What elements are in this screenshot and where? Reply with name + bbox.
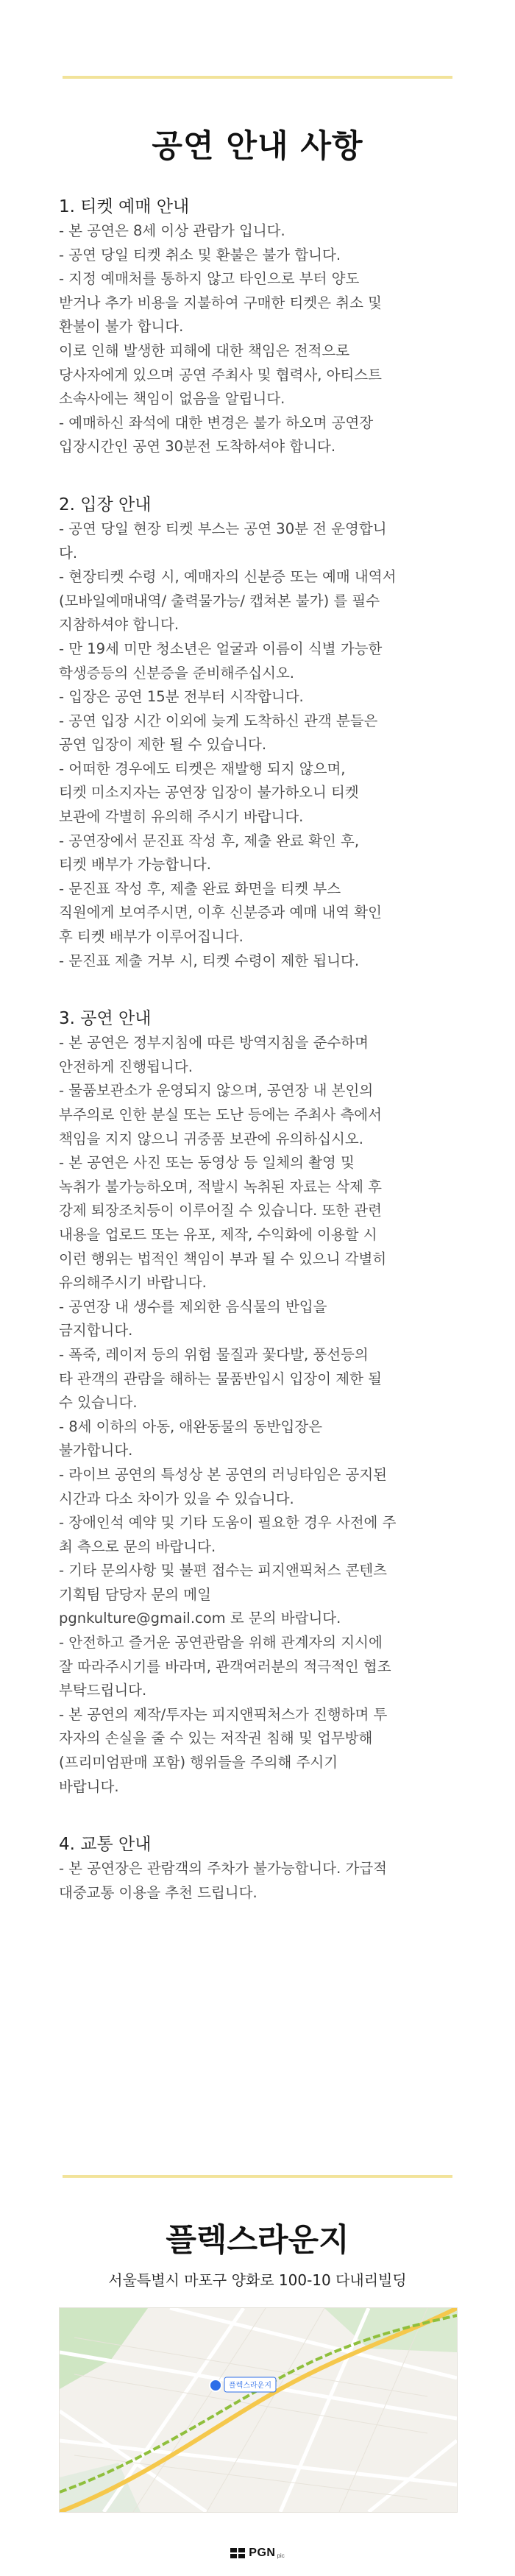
notice-line: - 본 공연은 사진 또는 동영상 등 일체의 촬영 및 <box>59 1154 355 1172</box>
section-heading: 1. 티켓 예매 안내 <box>59 197 190 216</box>
venue-address: 서울특별시 마포구 양화로 100-10 다내리빌딩 <box>108 2271 407 2289</box>
notice-line: 최 측으로 문의 바랍니다. <box>59 1538 216 1555</box>
notice-line: 수 있습니다. <box>59 1394 138 1412</box>
footer-brand-suffix: pic <box>277 2552 285 2559</box>
notice-line: - 본 공연은 8세 이상 관람가 입니다. <box>59 222 285 239</box>
notice-line: 내용을 업로드 또는 유포, 제작, 수익화에 이용할 시 <box>59 1225 377 1243</box>
notice-line: 유의해주시기 바랍니다. <box>59 1274 207 1292</box>
notice-line: - 문진표 제출 거부 시, 티켓 수령이 제한 됩니다. <box>59 952 360 969</box>
notice-line: 환불이 불가 합니다. <box>59 318 184 336</box>
footer-logo <box>0 2547 515 2560</box>
notice-line: - 안전하고 즐거운 공연관람을 위해 관계자의 지시에 <box>59 1634 383 1652</box>
notice-content <box>59 195 462 1939</box>
notice-line: 타 관객의 관람을 해하는 물품반입시 입장이 제한 될 <box>59 1370 382 1387</box>
notice-line: - 공연 당일 티켓 취소 및 환불은 불가 합니다. <box>59 246 341 263</box>
notice-line: 기획팀 담당자 문의 메일 <box>59 1585 211 1603</box>
notice-line: 이로 인해 발생한 피해에 대한 책임은 전적으로 <box>59 342 350 359</box>
notice-line: - 라이브 공연의 특성상 본 공연의 러닝타임은 공지된 <box>59 1465 388 1483</box>
notice-line: 후 티켓 배부가 이루어집니다. <box>59 928 244 946</box>
notice-line: 티켓 배부가 가능합니다. <box>59 856 211 874</box>
notice-line: 지참하셔야 합니다. <box>59 616 180 634</box>
notice-line: - 물품보관소가 운영되지 않으며, 공연장 내 본인의 <box>59 1082 374 1100</box>
bottom-divider <box>63 2175 452 2178</box>
notice-line: - 본 공연은 정부지침에 따른 방역지침을 준수하며 <box>59 1034 369 1052</box>
notice-line: - 입장은 공연 15분 전부터 시작합니다. <box>59 688 304 706</box>
notice-line: - 문진표 작성 후, 제출 완료 화면을 티켓 부스 <box>59 880 341 897</box>
notice-line: - 공연 입장 시간 이외에 늦게 도착하신 관객 분들은 <box>59 712 378 729</box>
notice-line: (프리미엄판매 포함) 행위들을 주의해 주시기 <box>59 1754 338 1772</box>
notice-line: - 장애인석 예약 및 기타 도움이 필요한 경우 사전에 주 <box>59 1514 397 1532</box>
notice-line: - 예매하신 좌석에 대한 변경은 불가 하오며 공연장 <box>59 414 374 431</box>
notice-line: 금지합니다. <box>59 1322 133 1340</box>
marker-label: 플렉스라운지 <box>229 2382 271 2390</box>
section-heading: 2. 입장 안내 <box>59 495 152 514</box>
notice-line: 받거나 추가 비용을 지불하여 구매한 티켓은 취소 및 <box>59 294 382 311</box>
notice-line: - 지정 예매처를 통하지 않고 타인으로 부터 양도 <box>59 270 360 288</box>
notice-line: 바랍니다. <box>59 1777 119 1795</box>
pgn-logo-icon <box>230 2548 245 2558</box>
venue-name: 플렉스라운지 <box>166 2222 349 2259</box>
notice-line: 불가합니다. <box>59 1442 133 1459</box>
notice-line: 소속사에는 책임이 없음을 알립니다. <box>59 390 285 408</box>
notice-line: - 만 19세 미만 청소년은 얼굴과 이름이 식별 가능한 <box>59 640 383 657</box>
notice-line: 부주의로 인한 분실 또는 도난 등에는 주최사 측에서 <box>59 1106 382 1123</box>
notice-line: 잘 따라주시기를 바라며, 관객여러분의 적극적인 협조 <box>59 1657 391 1675</box>
notice-line: 티켓 미소지자는 공연장 입장이 불가하오니 티켓 <box>59 784 359 802</box>
notice-line: 이런 행위는 법적인 책임이 부과 될 수 있으니 각별히 <box>59 1250 387 1267</box>
section-heading: 3. 공연 안내 <box>59 1009 152 1029</box>
map-pin-icon <box>210 2379 221 2391</box>
notice-line: 학생증등의 신분증을 준비해주십시오. <box>59 664 294 682</box>
notice-line: 입장시간인 공연 30분전 도착하셔야 합니다. <box>59 438 336 456</box>
notice-section <box>59 493 462 973</box>
notice-line: 강제 퇴장조치등이 이루어질 수 있습니다. 또한 관련 <box>59 1202 382 1220</box>
map-canvas <box>60 2308 457 2512</box>
notice-line: - 현장티켓 수령 시, 예매자의 신분증 또는 예매 내역서 <box>59 568 397 586</box>
notice-section <box>59 1833 462 1905</box>
notice-line: 당사자에게 있으며 공연 주최사 및 협력사, 아티스트 <box>59 366 382 383</box>
notice-section <box>59 195 462 459</box>
notice-line: - 기타 문의사항 및 불편 접수는 피지앤픽처스 콘텐츠 <box>59 1562 388 1579</box>
page-title: 공연 안내 사항 <box>152 128 363 165</box>
notice-line: 자자의 손실을 줄 수 있는 저작권 침해 및 업무방해 <box>59 1730 373 1747</box>
notice-line: 직원에게 보여주시면, 이후 신분증과 예매 내역 확인 <box>59 904 382 921</box>
notice-line: 대중교통 이용을 추천 드립니다. <box>59 1883 258 1901</box>
notice-line: 공연 입장이 제한 될 수 있습니다. <box>59 736 267 754</box>
footer-brand: PGN <box>249 2547 276 2559</box>
notice-line: - 어떠한 경우에도 티켓은 재발행 되지 않으며, <box>59 760 346 777</box>
notice-line: - 본 공연장은 관람객의 주차가 불가능합니다. 가급적 <box>59 1860 388 1878</box>
notice-line: 시간과 다소 차이가 있을 수 있습니다. <box>59 1490 294 1507</box>
notice-line: 부탁드립니다. <box>59 1682 147 1699</box>
notice-line: - 폭죽, 레이저 등의 위험 물질과 꽃다발, 풍선등의 <box>59 1345 369 1363</box>
notice-line: 책임을 지지 않으니 귀중품 보관에 유의하십시오. <box>59 1130 363 1147</box>
notice-line: - 8세 이하의 아동, 애완동물의 동반입장은 <box>59 1418 323 1435</box>
notice-line: 녹취가 불가능하오며, 적발시 녹취된 자료는 삭제 후 <box>59 1178 382 1195</box>
notice-line: - 공연 당일 현장 티켓 부스는 공연 30분 전 운영합니 <box>59 520 387 537</box>
notice-line: - 공연장 내 생수를 제외한 음식물의 반입을 <box>59 1298 327 1315</box>
section-heading: 4. 교통 안내 <box>59 1835 152 1855</box>
notice-line: pgnkulture@gmail.com 로 문의 바랍니다. <box>59 1610 341 1627</box>
location-map[interactable] <box>59 2307 458 2513</box>
notice-line: (모바일예매내역/ 출력물가능/ 캡쳐본 불가) 를 필수 <box>59 592 380 609</box>
notice-line: 안전하게 진행됩니다. <box>59 1058 193 1075</box>
notice-line: - 공연장에서 문진표 작성 후, 제출 완료 확인 후, <box>59 832 360 849</box>
notice-section <box>59 1007 462 1799</box>
notice-line: 보관에 각별히 유의해 주시기 바랍니다. <box>59 808 304 826</box>
top-divider <box>63 76 452 79</box>
notice-line: 다. <box>59 544 78 562</box>
notice-line: - 본 공연의 제작/투자는 피지앤픽처스가 진행하며 투 <box>59 1705 388 1723</box>
